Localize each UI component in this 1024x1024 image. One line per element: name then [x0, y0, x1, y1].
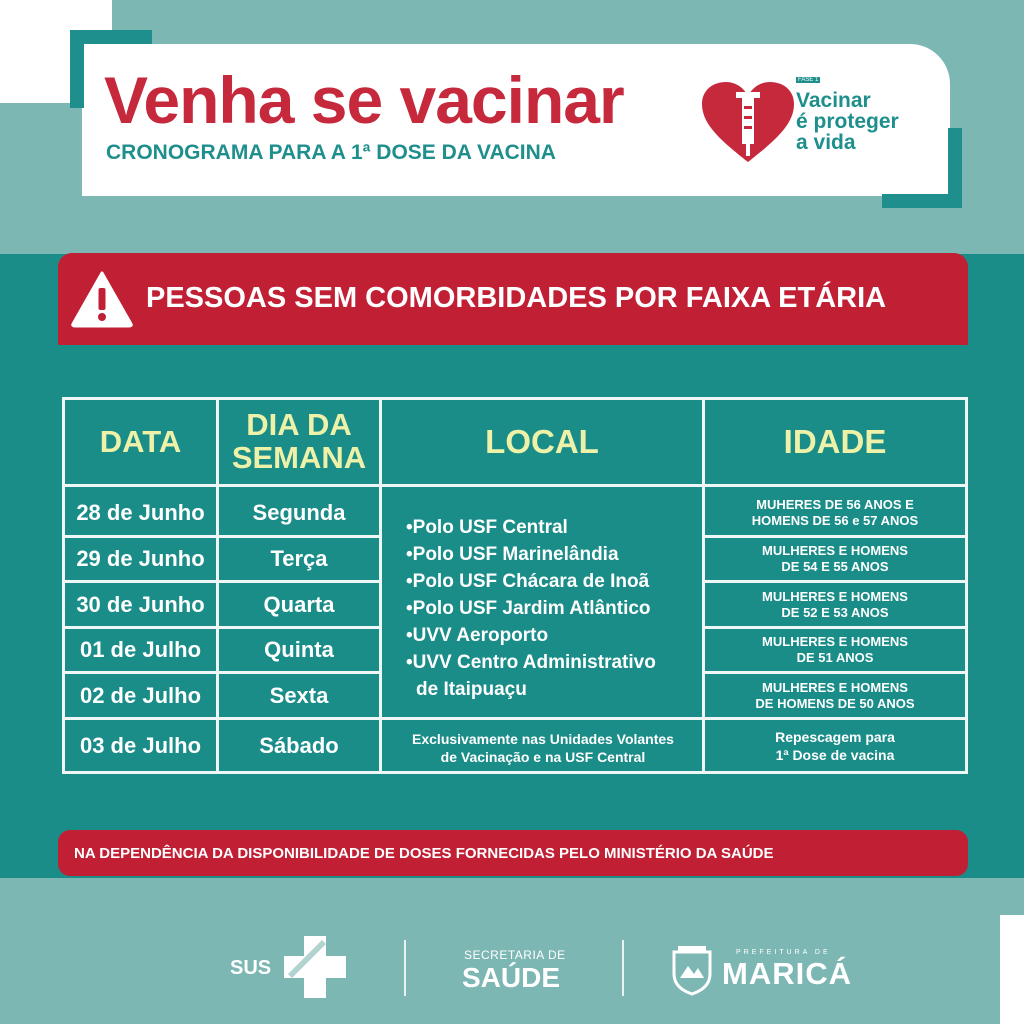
row-weekday: Terça	[270, 546, 328, 571]
row-age	[705, 674, 965, 717]
column-header-weekday	[219, 400, 379, 484]
phase-badge: FASE 1	[798, 77, 819, 83]
location-item: •Polo USF Jardim Atlântico	[406, 598, 651, 619]
table-border	[62, 484, 968, 487]
row-date: 28 de Junho	[76, 499, 205, 525]
row-age-line: MULHERES E HOMENS	[762, 634, 908, 649]
location-item: de Itaipuaçu	[416, 679, 527, 700]
location-item: •UVV Centro Administrativo	[406, 652, 656, 673]
row-date: 30 de Junho	[76, 591, 205, 617]
row-weekday: Segunda	[252, 499, 346, 525]
row-weekday: Sábado	[259, 732, 339, 758]
page-title: Venha se vacinar	[104, 63, 624, 137]
prefeitura-label: PREFEITURA DE	[736, 949, 831, 956]
location-item: •Polo USF Chácara de Inoã	[406, 571, 650, 592]
row-age-line: DE 54 E 55 ANOS	[781, 559, 889, 574]
row-weekday: Quarta	[263, 591, 335, 617]
column-header-weekday-line: SEMANA	[231, 440, 367, 475]
corner-decoration	[1000, 915, 1024, 1024]
city-crest-icon	[668, 944, 716, 996]
slogan	[796, 90, 899, 153]
row-age-line: MULHERES E HOMENS	[762, 588, 908, 604]
row-age	[705, 629, 965, 671]
sus-cross-icon	[284, 936, 346, 998]
location-saturday-line: Exclusivamente nas Unidades Volantes	[412, 731, 674, 747]
row-age-line: Repescagem para	[775, 728, 895, 745]
row-date: 01 de Julho	[79, 637, 202, 662]
row-weekday: Sexta	[269, 682, 329, 708]
column-header-weekday-line: DIA DA	[246, 407, 352, 443]
prefeitura-name: MARICÁ	[722, 956, 852, 991]
sus-logo-text: SUS	[230, 957, 272, 979]
location-item: •Polo USF Central	[406, 517, 568, 538]
row-age-line: DE 52 E 53 ANOS	[781, 604, 889, 620]
location-saturday-line: de Vacinação e na USF Central	[440, 749, 646, 765]
row-age-line: MULHERES E HOMENS	[762, 543, 908, 558]
row-age-line: DE HOMENS DE 50 ANOS	[755, 695, 915, 711]
warning-text: PESSOAS SEM COMORBIDADES POR FAIXA ETÁRIA	[146, 282, 887, 314]
row-date: 03 de Julho	[79, 732, 202, 758]
warning-triangle-icon	[70, 270, 134, 328]
row-age	[705, 490, 965, 535]
row-age	[705, 583, 965, 626]
disclaimer-text: NA DEPENDÊNCIA DA DISPONIBILIDADE DE DOSES FORNECIDAS PELO MINISTÉRIO DA SAÚDE	[74, 844, 774, 862]
row-age-line: MUHERES DE 56 ANOS E	[756, 496, 914, 512]
heart-syringe-icon	[700, 80, 796, 164]
table-border	[379, 717, 705, 720]
row-date: 02 de Julho	[79, 682, 202, 708]
secretaria-label: SECRETARIA DE	[464, 948, 566, 962]
row-weekday: Quinta	[264, 637, 334, 662]
footer-divider	[622, 940, 624, 996]
row-age-line: DE 51 ANOS	[796, 650, 874, 665]
row-age	[705, 720, 965, 771]
footer-divider	[404, 940, 406, 996]
slogan-line: a vida	[796, 131, 856, 154]
row-age-line: HOMENS DE 56 e 57 ANOS	[751, 512, 919, 528]
row-age-line: MULHERES E HOMENS	[762, 679, 908, 695]
column-header-age: IDADE	[783, 422, 887, 460]
secretaria-name: SAÚDE	[462, 962, 561, 993]
slogan-line: Vacinar	[796, 89, 871, 112]
row-age	[705, 538, 965, 580]
row-date: 29 de Junho	[76, 546, 205, 571]
location-item: •UVV Aeroporto	[406, 625, 549, 646]
column-header-date: DATA	[99, 423, 182, 459]
page-subtitle: CRONOGRAMA PARA A 1ª DOSE DA VACINA	[106, 141, 556, 164]
column-header-location: LOCAL	[485, 422, 599, 460]
location-item: •Polo USF Marinelândia	[406, 544, 619, 565]
slogan-line: é proteger	[796, 110, 899, 133]
location-saturday	[384, 724, 702, 772]
row-age-line: 1ª Dose de vacina	[775, 746, 895, 763]
location-list	[406, 514, 702, 703]
disclaimer-banner	[58, 830, 968, 876]
